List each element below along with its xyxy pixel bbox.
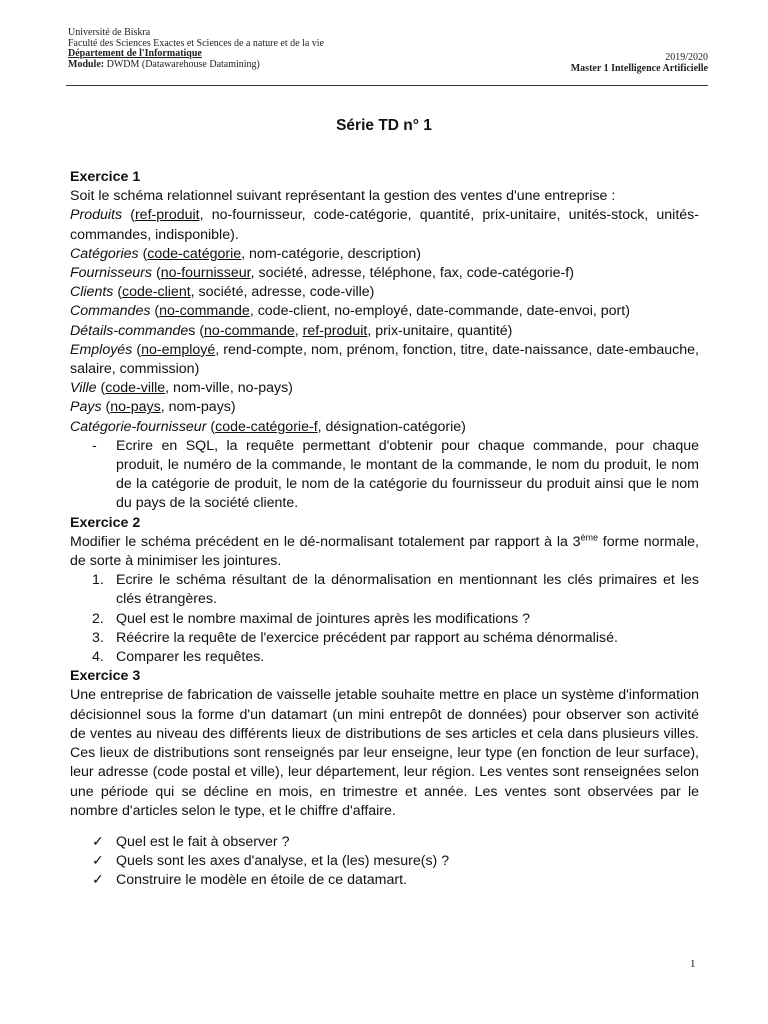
header-divider [66,85,708,86]
department-name: Département de l'Informatique [68,48,202,59]
exercise-3-title: Exercice 3 [70,668,141,685]
schema-pays: Pays (no-pays, nom-pays) [70,399,236,416]
module-label: Module: [68,58,105,70]
exercise-3-text: Une entreprise de fabrication de vaisselle jetable souhaite mettre en place un système d'information décisionnel sous la forme d'un datamart (un mini entrepôt de données) pour observer son activité de ventes au niveau des différents lieux de distributions de ses articles et cela dans plusieurs villes. Ces lieux de distributions sont renseignés par leur enseigne, leur type (en fonction de leur surface), leur adresse (code postal et ville), leur département, leur région. Les ventes sont renseignées selon une période qui se décline en mois, en trimestre et année. Les ventes sont observées par le nombre d'articles selon le type, et le chiffre d'affaire. [70,687,699,819]
exercise-2-item: 4. Comparer les requêtes. [92,649,265,666]
academic-year: 2019/2020 [665,52,708,63]
exercise-2-item: 3. Réécrire la requête de l'exercice précédent par rapport au schéma dénormalisé. [92,629,618,646]
page-header [68,27,708,74]
schema-details-commandes: Détails-commandes (no-commande, ref-produit, prix-unitaire, quantité) [70,322,513,339]
exercise-2-intro: Modifier le schéma précédent en le dé-normalisant totalement par rapport à la 3ème forme normale, de sorte à minimiser les jointures. [70,532,699,570]
exercise-1-task: - Ecrire en SQL, la requête permettant d'obtenir pour chaque commande, pour chaque produit, le numéro de la commande, le montant de la commande, le nom du produit, le nom de la catégorie de produit, le nom de la catégorie du fournisseur du produit ainsi que le nom du pays de la société cliente. [92,437,699,512]
dash-bullet: - [92,437,97,454]
university-name: Université de Biskra [68,27,151,38]
exercise-2-item: 1. Ecrire le schéma résultant de la dénormalisation en mentionnant les clés primaires et les clés étrangères. [92,572,699,608]
exercise-3-question: ✓ Quels sont les axes d'analyse, et la (les) mesure(s) ? [70,852,699,871]
schema-categories: Catégories (code-catégorie, nom-catégorie, description) [70,245,421,262]
check-icon: ✓ [92,872,104,889]
schema-categorie-fournisseur: Catégorie-fournisseur (code-catégorie-f, désignation-catégorie) [70,418,466,435]
exercise-2-item: 2. Quel est le nombre maximal de jointures après les modifications ? [92,610,530,627]
exercise-1-intro: Soit le schéma relationnel suivant représentant la gestion des ventes d'une entreprise : [70,188,616,205]
exercise-3-question: ✓ Construire le modèle en étoile de ce datamart. [70,871,699,890]
level-label: Master 1 Intelligence Artificielle [570,63,708,74]
schema-commandes: Commandes (no-commande, code-client, no-employé, date-commande, date-envoi, port) [70,303,630,320]
exercise-1-title: Exercice 1 [70,169,141,185]
module-value: DWDM (Datawarehouse Datamining) [106,58,260,70]
exercise-3-question: ✓ Quel est le fait à observer ? [70,833,699,852]
schema-produits: Produits (ref-produit, no-fournisseur, code-catégorie, quantité, prix-unitaire, unités-stock, unités-commandes, indisponible). [70,207,699,243]
schema-employes: Employés (no-employé, rend-compte, nom, prénom, fonction, titre, date-naissance, date-embauche, salaire, commission) [70,341,699,378]
faculty-name: Faculté des Sciences Exactes et Sciences de a nature et de la vie [68,37,324,49]
schema-ville: Ville (code-ville, nom-ville, no-pays) [70,380,293,397]
document-body [70,168,699,891]
schema-clients: Clients (code-client, société, adresse, code-ville) [70,284,375,301]
schema-fournisseurs: Fournisseurs (no-fournisseur, société, adresse, téléphone, fax, code-catégorie-f) [70,265,574,282]
spacer [70,821,699,833]
check-icon: ✓ [92,853,104,870]
exercise-2-title: Exercice 2 [70,514,141,531]
page-title: Série TD n° 1 [336,117,432,134]
page-number: 1 [690,958,696,970]
check-icon: ✓ [92,833,104,850]
